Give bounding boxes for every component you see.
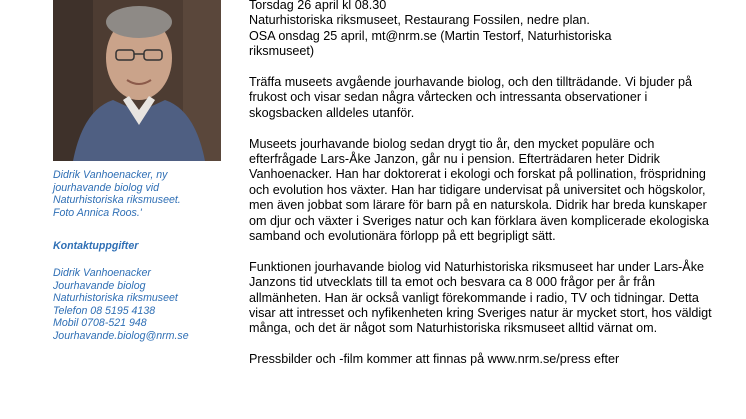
contact-list — [53, 267, 238, 343]
contact-heading: Kontaktuppgifter — [53, 240, 139, 253]
contact-name: Didrik Vanhoenacker — [53, 266, 151, 279]
event-details — [249, 0, 719, 60]
press-paragraph: Pressbilder och -film kommer att finnas på www.nrm.se/press efter — [249, 352, 620, 367]
event-date: Torsdag 26 april kl 08.30 — [249, 0, 387, 12]
contact-organization: Naturhistoriska riksmuseet — [53, 292, 178, 305]
function-paragraph: Funktionen jourhavande biolog vid Naturhistoriska riksmuseet har under Lars-Åke Janzons tid utvecklats till ta emot och besvara ca 8 000 frågor per år från allmänheten. Han är också vanligt förekommande i radio, TV och tidningar. Detta visar att intresset och nyfikenheten kring Sveriges natur är mycket stort, hos väldigt många, och det är något som Naturhistoriska riksmuseet alltid värnat om. — [249, 259, 712, 336]
contact-phone: Telefon 08 5195 4138 — [53, 304, 156, 317]
portrait-photo — [53, 0, 221, 161]
sidebar — [53, 169, 238, 343]
background-paragraph: Museets jourhavande biolog sedan drygt tio år, den mycket populäre och efterfrågade Lars-Åke Janzon, går nu i pension. Efterträdaren heter Didrik Vanhoenacker. Han har doktorerat i ekologi och forskat på pollination, fröspridning och evolution hos växter. Han har tidigare undervisat på universitet och högskolor, men även jobbat som lärare för barn på en naturskola. Didrik har breda kunskaper om djur och växter i Sveriges natur och kan förklara även komplicerade ekologiska samband och evolutionära förlopp på ett begripligt sätt. — [249, 136, 709, 244]
contact-title: Jourhavande biolog — [53, 279, 146, 292]
event-osa-line1: OSA onsdag 25 april, mt@nrm.se (Martin Testorf, Naturhistoriska — [249, 28, 612, 43]
contact-mobile: Mobil 0708-521 948 — [53, 317, 147, 330]
main-content — [249, 0, 719, 368]
photo-caption: Didrik Vanhoenacker, ny jourhavande biolog vid Naturhistoriska riksmuseet. Foto Annica Roos.' — [53, 169, 181, 219]
intro-paragraph: Träffa museets avgående jourhavande biolog, och den tillträdande. Vi bjuder på frukost och visar sedan några vårtecken och intressanta observationer i skogsbacken alldeles utanför. — [249, 75, 692, 120]
event-osa-line2: riksmuseet) — [249, 44, 315, 59]
event-location: Naturhistoriska riksmuseet, Restaurang Fossilen, nedre plan. — [249, 13, 590, 28]
contact-email-link[interactable]: Jourhavande.biolog@nrm.se — [53, 329, 189, 342]
portrait-icon — [53, 0, 221, 161]
